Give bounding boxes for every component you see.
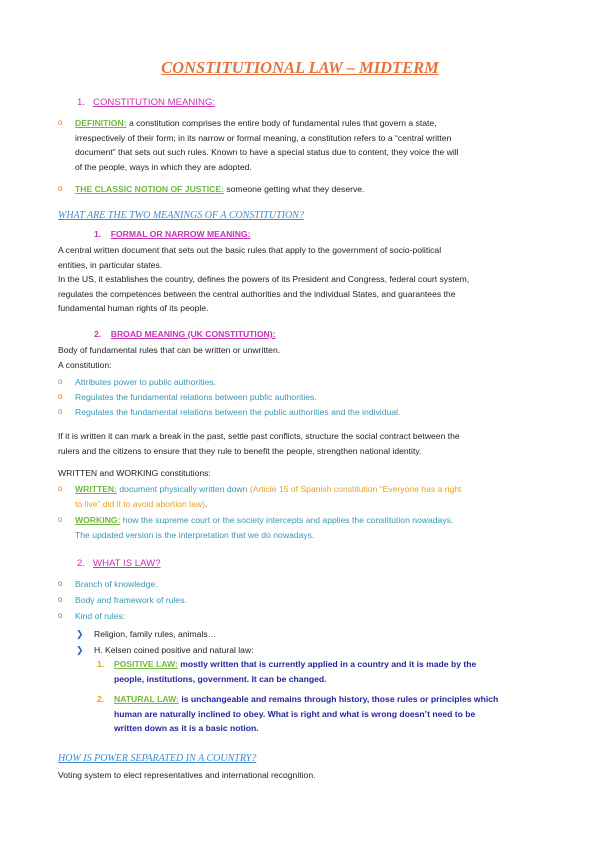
working-text: The updated version is the interpretation that we do nowadays. xyxy=(75,529,315,540)
paragraph-line: rulers and the citizens to ensure that they rule to benefit the people, strengthen national identity. xyxy=(58,445,422,456)
narrow-meaning-paragraph xyxy=(58,243,548,316)
justice-text: someone getting what they deserve. xyxy=(223,184,365,194)
list-item xyxy=(58,593,548,608)
positive-law-label: POSITIVE LAW: xyxy=(114,659,178,669)
natural-law-item xyxy=(114,692,544,736)
natural-law-text: is unchangeable and remains through history, those rules or principles which xyxy=(178,694,499,704)
written-note: to live” did it to avoid abortion law) xyxy=(75,498,205,509)
hollow-circle-icon: o xyxy=(58,407,63,416)
positive-law-item xyxy=(114,657,534,686)
hollow-circle-icon: o xyxy=(58,392,63,401)
written-constitution-paragraph xyxy=(58,429,548,458)
paragraph-line: In the US, it establishes the country, defines the powers of its President and Congress, federal court system, xyxy=(58,274,470,285)
positive-law-text: mostly written that is currently applied in a country and it is made by the xyxy=(177,659,477,669)
definition-text: of the people, ways in which they are adopted. xyxy=(75,161,252,172)
paragraph-line: A constitution: xyxy=(58,359,112,370)
paragraph-line: regulates the competences between the central authorities and the individual States, and guarantees the xyxy=(58,288,456,299)
section-title: CONSTITUTION MEANING: xyxy=(93,97,216,108)
definition-text: document” that sets out such rules. Known to have a special status due to content, they voice the will xyxy=(75,147,459,158)
list-item-text: Body and framework of rules. xyxy=(75,595,187,605)
list-item-definition xyxy=(58,116,548,178)
paragraph-line: Body of fundamental rules that can be written or unwritten. xyxy=(58,345,281,355)
written-text: document physically written down xyxy=(117,484,250,494)
hollow-circle-icon: o xyxy=(58,515,63,524)
power-separation-answer: Voting system to elect representatives and international recognition. xyxy=(58,770,316,780)
list-item xyxy=(58,375,548,390)
subheading-title: BROAD MEANING (UK CONSTITUTION): xyxy=(110,329,276,339)
question-heading-two-meanings: WHAT ARE THE TWO MEANINGS OF A CONSTITUTION? xyxy=(58,210,304,221)
written-working-heading: WRITTEN and WORKING constitutions: xyxy=(58,468,211,478)
written-note: (Article 15 of Spanish constitution “Everyone has a right xyxy=(249,484,462,494)
written-label: WRITTEN: xyxy=(75,484,118,494)
definition-text: irrespectively of their form; in its narrow or formal meaning, a constitution refers to a “central written xyxy=(75,132,452,143)
subheading-number: 1. xyxy=(94,229,102,239)
positive-law-text: people, institutions, government. It can be changed. xyxy=(114,673,327,684)
natural-law-label: NATURAL LAW: xyxy=(114,694,179,704)
section-number: 2. xyxy=(77,558,86,569)
sub-list-item: H. Kelsen coined positive and natural law: xyxy=(94,645,254,655)
page-title: CONSTITUTIONAL LAW – MIDTERM xyxy=(161,58,439,77)
paragraph-line: A central written document that sets out the basic rules that apply to the government of socio-political xyxy=(58,245,442,255)
paragraph-line: fundamental human rights of its people. xyxy=(58,303,209,314)
hollow-circle-icon: o xyxy=(58,611,63,620)
list-item-text: Kind of rules: xyxy=(75,611,126,621)
paragraph-line: If it is written it can mark a break in the past, settle past conflicts, structure the social contract between the xyxy=(58,431,460,441)
list-item-text: Attributes power to public authorities. xyxy=(75,377,216,387)
section-heading-constitution-meaning xyxy=(77,96,215,111)
hollow-circle-icon: o xyxy=(58,118,63,127)
list-item-working xyxy=(58,513,548,543)
list-item-justice xyxy=(58,182,548,198)
chevron-right-icon: ❯ xyxy=(76,629,84,639)
list-item xyxy=(58,609,548,624)
list-item-written xyxy=(58,482,548,512)
hollow-circle-icon: o xyxy=(58,484,63,493)
chevron-right-icon: ❯ xyxy=(76,645,84,655)
written-end: . xyxy=(204,498,208,509)
numbered-marker: 1. xyxy=(97,659,105,669)
list-item-text: Regulates the fundamental relations between public authorities. xyxy=(75,392,317,402)
section-heading-what-is-law xyxy=(77,557,161,572)
hollow-circle-icon: o xyxy=(58,595,63,604)
working-text: how the supreme court or the society intercepts and applies the constitution nowadays. xyxy=(120,515,454,525)
list-item xyxy=(58,405,548,420)
section-number: 1. xyxy=(77,97,86,108)
sub-list-item: Religion, family rules, animals… xyxy=(94,629,217,639)
working-label: WORKING: xyxy=(75,515,121,525)
list-item xyxy=(58,577,548,592)
subheading-title: FORMAL OR NARROW MEANING: xyxy=(110,229,251,239)
list-item-text: Branch of knowledge. xyxy=(75,579,158,589)
definition-label: DEFINITION: xyxy=(75,118,127,128)
subheading-broad-meaning xyxy=(94,327,275,342)
hollow-circle-icon: o xyxy=(58,184,63,193)
paragraph-line: entities, in particular states. xyxy=(58,259,163,270)
list-item-text: Regulates the fundamental relations between the public authorities and the individual. xyxy=(75,407,401,417)
natural-law-text: written down as it is a basic notion. xyxy=(114,723,259,734)
subheading-narrow-meaning xyxy=(94,227,250,242)
hollow-circle-icon: o xyxy=(58,579,63,588)
section-title: WHAT IS LAW? xyxy=(93,558,161,569)
definition-text: a constitution comprises the entire body of fundamental rules that govern a state, xyxy=(126,118,437,128)
list-item xyxy=(58,390,548,405)
hollow-circle-icon: o xyxy=(58,377,63,386)
justice-label: THE CLASSIC NOTION OF JUSTICE: xyxy=(75,184,224,194)
natural-law-text: human are naturally inclined to obey. What is right and what is wrong doesn’t need to be xyxy=(114,708,476,719)
question-heading-power-separation: HOW IS POWER SEPARATED IN A COUNTRY? xyxy=(58,753,257,764)
subheading-number: 2. xyxy=(94,329,102,339)
broad-meaning-intro xyxy=(58,343,548,372)
numbered-marker: 2. xyxy=(97,694,105,704)
